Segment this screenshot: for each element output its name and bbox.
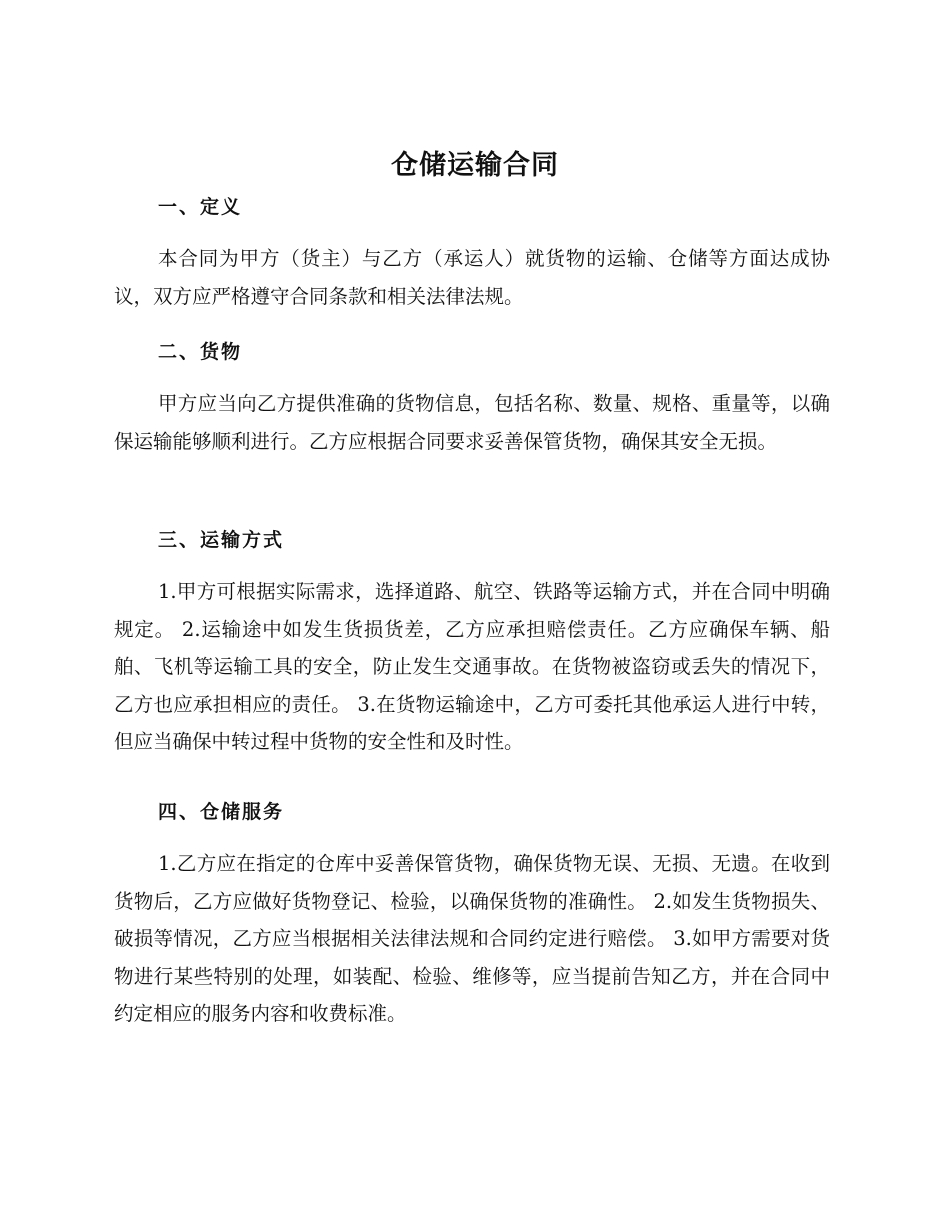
section-heading-storage: 四、仓储服务 (158, 801, 285, 823)
document-title: 仓储运输合同 (391, 150, 559, 181)
section-paragraph-storage: 1.乙方应在指定的仓库中妥善保管货物，确保货物无误、无损、无遗。在收到货物后，乙方应做好货物登记、检验，以确保货物的准确性。 2.如发生货物损失、破损等情况，乙方应当根据相关法律法规和合同约定进行赔偿。 3.如甲方需要对货物进行某些特别的处理，如装配、检验、维修等，应当提前告知乙方，并在合同中约定相应的服务内容和收费标准。 (114, 852, 830, 1025)
section-paragraph-definition: 本合同为甲方（货主）与乙方（承运人）就货物的运输、仓储等方面达成协议，双方应严格遵守合同条款和相关法律法规。 (114, 247, 830, 308)
section-heading-goods: 二、货物 (158, 341, 243, 363)
section-heading-definition: 一、定义 (158, 196, 243, 218)
section-paragraph-goods: 甲方应当向乙方提供准确的货物信息，包括名称、数量、规格、重量等，以确保运输能够顺利进行。乙方应根据合同要求妥善保管货物，确保其安全无损。 (114, 392, 830, 453)
section-heading-transport: 三、运输方式 (158, 529, 285, 551)
section-paragraph-transport: 1.甲方可根据实际需求，选择道路、航空、铁路等运输方式，并在合同中明确规定。 2.运输途中如发生货损货差，乙方应承担赔偿责任。乙方应确保车辆、船舶、飞机等运输工具的安全，防止发生交通事故。在货物被盗窃或丢失的情况下，乙方也应承担相应的责任。 3.在货物运输途中，乙方可委托其他承运人进行中转，但应当确保中转过程中货物的安全性和及时性。 (114, 580, 830, 753)
